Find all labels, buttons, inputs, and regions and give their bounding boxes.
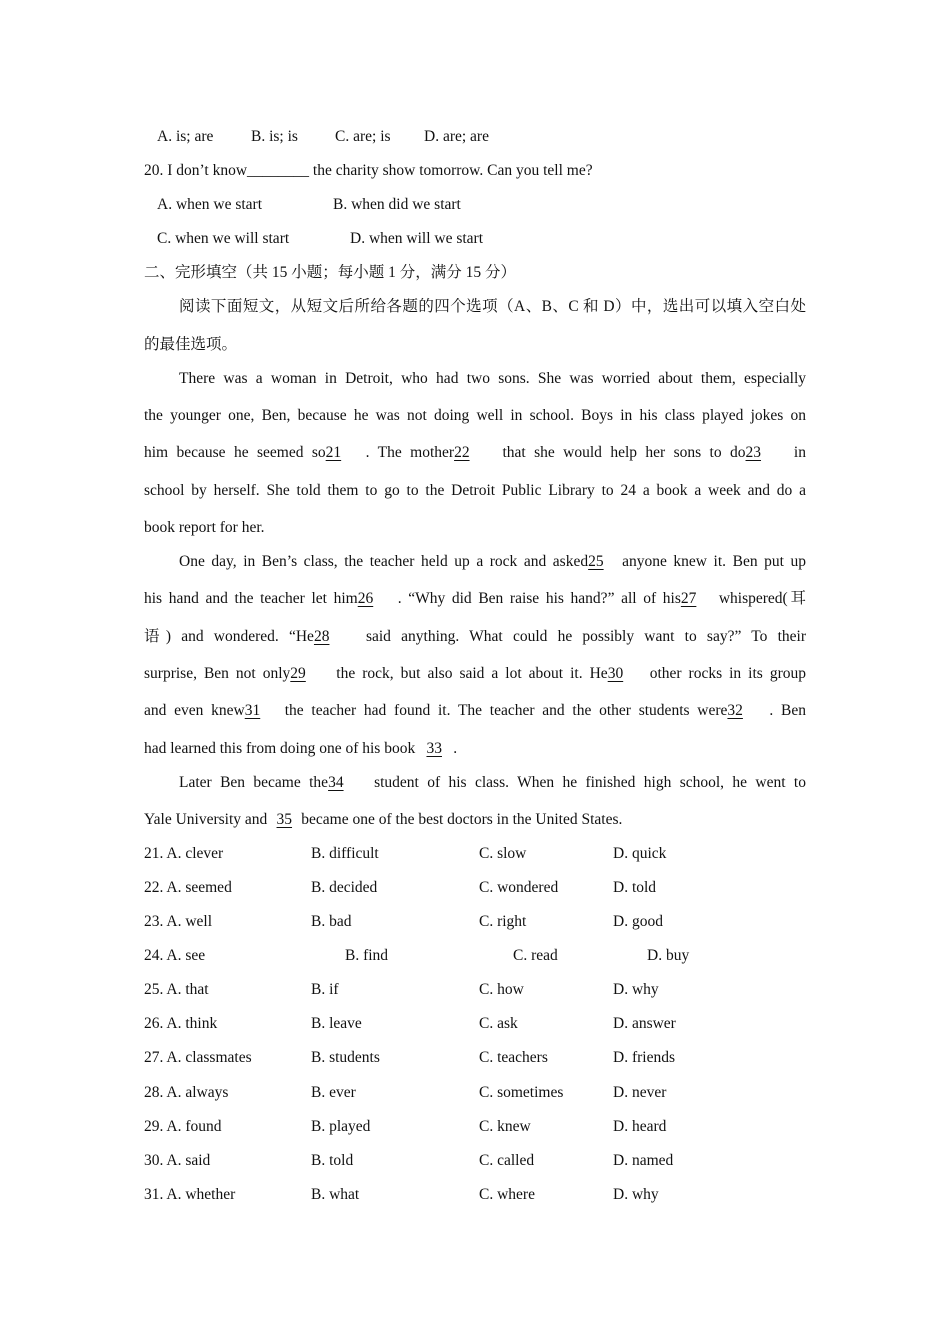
q22-option-c: C. wondered <box>479 879 559 896</box>
q31-option-d: D. why <box>613 1186 659 1203</box>
blank-26: 26 <box>357 590 374 607</box>
q25-option-a: 25. A. that <box>144 981 209 998</box>
q27-option-a: 27. A. classmates <box>144 1049 252 1066</box>
passage-p1-line-4: school by herself. She told them to go to the Detroit Public Library to 24 a book a week and do a <box>144 482 806 499</box>
q20-stem <box>144 161 806 181</box>
blank-28: 28 <box>313 628 330 645</box>
q19-option-b: B. is; is <box>251 128 298 145</box>
q27-option-c: C. teachers <box>479 1049 548 1066</box>
q26-option-b: B. leave <box>311 1015 362 1032</box>
passage-p2-line-5: and even knew31 the teacher had found it. The teacher and the other students were32 . Ben <box>144 702 807 719</box>
blank-25: 25 <box>588 553 604 570</box>
q31-option-a: 31. A. whether <box>144 1186 236 1203</box>
q22-option-b: B. decided <box>311 879 378 896</box>
q26-option-a: 26. A. think <box>144 1015 218 1032</box>
q20-blank: ________ <box>247 162 310 179</box>
q19-option-c: C. are; is <box>335 128 391 145</box>
passage-p3-line-2: Yale University and 35 became one of the best doctors in the United States. <box>144 811 623 828</box>
q19-option-d: D. are; are <box>424 128 489 145</box>
q21-option-a: 21. A. clever <box>144 845 224 862</box>
q28-option-c: C. sometimes <box>479 1084 564 1101</box>
passage-p2-line-4: surprise, Ben not only29 the rock, but also said a lot about it. He30 other rocks in its group <box>144 665 806 682</box>
section-heading: 二、完形填空（共 15 小题；每小题 1 分，满分 15 分） <box>144 264 517 281</box>
q23-option-a: 23. A. well <box>144 913 213 930</box>
q23-option-b: B. bad <box>311 913 352 930</box>
passage-p2-line-1: One day, in Ben’s class, the teacher held up a rock and asked25 anyone knew it. Ben put up <box>179 553 806 570</box>
q24-option-a: 24. A. see <box>144 947 206 964</box>
q20-option-c: C. when we will start <box>157 230 290 247</box>
q29-option-d: D. heard <box>613 1118 667 1135</box>
blank-30: 30 <box>607 665 624 682</box>
q19-option-a: A. is; are <box>157 128 214 145</box>
q28-option-b: B. ever <box>311 1084 356 1101</box>
blank-22: 22 <box>454 444 470 461</box>
q20-option-d: D. when will we start <box>350 230 484 247</box>
q31-option-b: B. what <box>311 1186 360 1203</box>
q21-option-b: B. difficult <box>311 845 379 862</box>
q28-option-d: D. never <box>613 1084 667 1101</box>
q30-option-c: C. called <box>479 1152 535 1169</box>
blank-29: 29 <box>290 665 306 682</box>
instruction-line-1: 阅读下面短文，从短文后所给各题的四个选项（A、B、C 和 D）中，选出可以填入空白处 <box>179 298 806 315</box>
passage-p2-line-2: his hand and the teacher let him26 . “Why did Ben raise his hand?” all of his27 whispered(耳 <box>144 590 806 607</box>
passage-p1-line-3: him because he seemed so21 . The mother22 that she would help her sons to do23 in <box>144 444 806 461</box>
q22-option-a: 22. A. seemed <box>144 879 232 896</box>
instruction-line-2: 的最佳选项。 <box>144 336 238 353</box>
q21-option-c: C. slow <box>479 845 527 862</box>
passage-p2-line-6: had learned this from doing one of his book 33 . <box>144 740 458 757</box>
passage-p2-line-3: 语) and wondered. “He28 said anything. What could he possibly want to say?” To their <box>144 628 807 645</box>
q29-option-c: C. knew <box>479 1118 531 1135</box>
q21-option-d: D. quick <box>613 845 667 862</box>
q28-option-a: 28. A. always <box>144 1084 229 1101</box>
q27-option-b: B. students <box>311 1049 380 1066</box>
q27-option-d: D. friends <box>613 1049 675 1066</box>
q24-option-c: C. read <box>513 947 558 964</box>
q29-option-a: 29. A. found <box>144 1118 222 1135</box>
passage-p1-line-1: There was a woman in Detroit, who had two sons. She was worried about them, especially <box>179 370 806 387</box>
q29-option-b: B. played <box>311 1118 371 1135</box>
q25-option-d: D. why <box>613 981 659 998</box>
blank-24: 24 <box>620 482 636 499</box>
blank-33: 33 <box>426 740 442 757</box>
blank-27: 27 <box>680 590 697 607</box>
blank-32: 32 <box>727 702 743 719</box>
q24-option-b: B. find <box>345 947 389 964</box>
q31-option-c: C. where <box>479 1186 535 1203</box>
passage-p3-line-1: Later Ben became the34 student of his class. When he finished high school, he went to <box>179 774 806 791</box>
q30-option-a: 30. A. said <box>144 1152 211 1169</box>
q23-option-c: C. right <box>479 913 527 930</box>
blank-34: 34 <box>328 774 344 791</box>
q20-option-b: B. when did we start <box>333 196 461 213</box>
blank-35: 35 <box>276 811 293 828</box>
blank-21: 21 <box>325 444 342 461</box>
q25-option-c: C. how <box>479 981 524 998</box>
q24-option-d: D. buy <box>647 947 690 964</box>
blank-23: 23 <box>745 444 762 461</box>
q30-option-b: B. told <box>311 1152 354 1169</box>
q20-stem-before: 20. I don’t know <box>144 162 248 179</box>
q20-option-a: A. when we start <box>157 196 263 213</box>
q30-option-d: D. named <box>613 1152 674 1169</box>
passage-p1-line-2: the younger one, Ben, because he was not doing well in school. Boys in his class played jokes on <box>144 407 806 424</box>
q26-option-c: C. ask <box>479 1015 518 1032</box>
q22-option-d: D. told <box>613 879 657 896</box>
q26-option-d: D. answer <box>613 1015 676 1032</box>
q25-option-b: B. if <box>311 981 339 998</box>
passage-p1-line-5: book report for her. <box>144 519 265 536</box>
q20-stem-after: the charity show tomorrow. Can you tell me? <box>309 162 593 179</box>
q23-option-d: D. good <box>613 913 663 930</box>
blank-31: 31 <box>244 702 261 719</box>
